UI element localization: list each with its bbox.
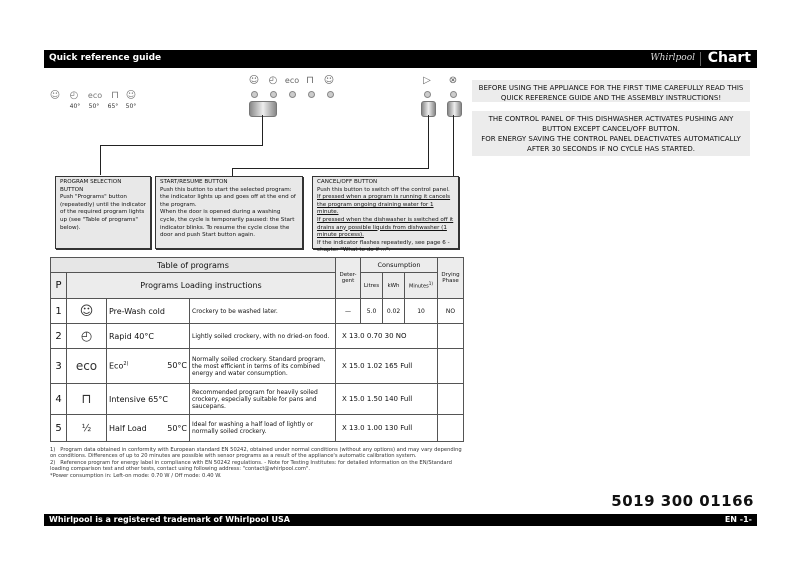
program-name-cell <box>107 415 190 442</box>
program-number: 2 <box>51 324 67 349</box>
led-indicator <box>289 91 296 98</box>
temp-label: 40° <box>69 103 81 110</box>
program-selection-button[interactable] <box>249 101 277 117</box>
minutes-label: Minutes <box>409 283 429 290</box>
box-text: Push "Programs" button (repeatedly) until the indicator of the required program lights up (see "Table of programs" below). <box>60 194 146 231</box>
program-name: Intensive 65°C <box>107 384 190 415</box>
drying-value <box>438 384 464 415</box>
temp-label: 65° <box>107 103 119 110</box>
cancel-off-box <box>312 176 459 254</box>
drying-value <box>438 324 464 349</box>
program-name-cell <box>107 349 190 384</box>
minutes-value: 10 <box>405 299 438 324</box>
footnote-ref: 2) <box>123 361 129 368</box>
connector-line <box>453 115 454 176</box>
halfload-icon: ☺ <box>323 75 335 86</box>
led-indicator <box>450 91 457 98</box>
footnote-text: Reference program for energy label in compliance with EN 50242 regulations. - Note for Testing Institutes: for detailed information on the EN/Standard loading comparison test and other tests, contact using following address: "contact@whirlpool.com". <box>50 459 452 473</box>
connector-line <box>232 168 233 176</box>
minutes-header <box>405 273 438 299</box>
program-number: 3 <box>51 349 67 384</box>
table-title: Table of programs <box>51 258 336 273</box>
header-divider <box>700 52 701 66</box>
program-number: 1 <box>51 299 67 324</box>
box-title: START/RESUME BUTTON <box>160 179 228 185</box>
footnote-text: Program data obtained in conformity with European standard EN 50242, obtained under normal conditions (without any options) and may vary depending on conditions. Differences of up to 20 minutes are possible with sensor programs as a result of the appliance's automatic calibration system. <box>50 447 462 460</box>
pot-icon: ⊓ <box>111 90 119 101</box>
box-text: If pressed when a program is running it cancels the program ongoing draining water for 1 minute. <box>317 194 451 216</box>
kwh-value: 0.02 <box>383 299 405 324</box>
program-instructions: Lightly soiled crockery, with no dried-on food. <box>190 324 336 349</box>
drying-value <box>438 349 464 384</box>
detergent-value: — <box>336 299 361 324</box>
rapid-icon: ◴ <box>69 90 79 101</box>
box-text: When the door is opened during a washing cycle, the cycle is temporarily paused: the Start indicator blinks. To resume the cycle close the door and push Start button again. <box>160 209 295 239</box>
table-row <box>51 415 464 442</box>
table-row <box>51 299 464 324</box>
connector-line <box>428 115 429 168</box>
drying-value: NO <box>438 299 464 324</box>
program-name: Pre-Wash cold <box>107 299 190 324</box>
trademark-text: Whirlpool is a registered trademark of Whirlpool USA <box>49 515 290 524</box>
merged-values: X 15.0 1.02 165 Full <box>336 349 438 384</box>
prewash-icon: ☺ <box>248 75 260 86</box>
merged-values: X 15.0 1.50 140 Full <box>336 384 438 415</box>
footnote-2 <box>50 460 465 473</box>
program-instructions: Ideal for washing a half load of lightly or normally soiled crockery. <box>190 415 336 442</box>
program-selection-box <box>55 176 151 249</box>
box-text: If pressed when the dishwasher is switched off it drains any possible liquids from dishwasher (1 minute process). <box>317 216 454 239</box>
program-instructions: Crockery to be washed later. <box>190 299 336 324</box>
programs-header: Programs Loading instructions <box>67 273 336 299</box>
whirlpool-logo: Whirlpool <box>650 53 695 63</box>
program-instructions: Normally soiled crockery. Standard program, the most efficient in terms of its combined energy and water consumption. <box>190 349 336 384</box>
merged-values: X 13.0 1.00 130 Full <box>336 415 438 442</box>
energy-saving-text: FOR ENERGY SAVING THE CONTROL PANEL DEACTIVATES AUTOMATICALLY AFTER 30 SECONDS IF NO CYCLE HAS STARTED. <box>481 135 741 153</box>
program-instructions: Recommended program for heavily soiled crockery, especially suitable for pans and saucepans. <box>190 384 336 415</box>
box-text: Push this button to start the selected program: the indicator lights up and goes off at the end of the program. <box>160 186 296 208</box>
part-number: 5019 300 01166 <box>611 492 754 510</box>
eco-icon: eco <box>67 349 107 384</box>
connector-line <box>100 145 263 146</box>
consumption-header: Consumption <box>361 258 438 273</box>
table-row <box>51 349 464 384</box>
kwh-header: kWh <box>383 273 405 299</box>
connector-line <box>100 145 101 175</box>
start-icon: ▷ <box>423 75 431 86</box>
header-title: Quick reference guide <box>49 53 162 63</box>
first-use-text: BEFORE USING THE APPLIANCE FOR THE FIRST TIME CAREFULLY READ THIS QUICK REFERENCE GUIDE AND THE ASSEMBLY INSTRUCTIONS! <box>478 84 744 102</box>
halfload-icon: ½ <box>67 415 107 442</box>
first-use-notice <box>472 80 750 102</box>
pot-icon: ⊓ <box>306 75 314 86</box>
control-panel-notice <box>472 111 750 156</box>
control-panel-text: THE CONTROL PANEL OF THIS DISHWASHER ACTIVATES PUSHING ANY BUTTON EXCEPT CANCEL/OFF BUTTON. <box>488 115 734 133</box>
connector-line <box>262 115 263 145</box>
box-text: Push this button to switch off the control panel. <box>317 186 450 193</box>
eco-icon: eco <box>87 91 103 100</box>
led-indicator <box>308 91 315 98</box>
box-title: PROGRAM SELECTION BUTTON <box>60 179 122 193</box>
eco-icon: eco <box>284 76 300 85</box>
temp-label: 50° <box>88 103 100 110</box>
litres-value: 5.0 <box>361 299 383 324</box>
footnote-mark: 1) <box>50 447 56 453</box>
program-number: 4 <box>51 384 67 415</box>
footnote-1 <box>50 447 465 460</box>
program-temp: 50°C <box>167 423 187 433</box>
box-title: CANCEL/OFF BUTTON <box>317 179 378 185</box>
program-name: Rapid 40°C <box>107 324 190 349</box>
section-title: Chart <box>707 50 751 66</box>
merged-values: X 13.0 0.70 30 NO <box>336 324 438 349</box>
header-bar <box>44 50 757 68</box>
detergent-header: Deter-gent <box>336 258 361 299</box>
led-indicator <box>424 91 431 98</box>
footnote-ref: 1) <box>428 281 433 287</box>
cancel-off-button[interactable] <box>447 101 462 117</box>
program-name: Eco <box>109 361 124 371</box>
prewash-icon: ☺ <box>67 299 107 324</box>
start-resume-box <box>155 176 303 249</box>
box-text: If the indicator flashes repeatedly, see page 6 - chapter "What to do if ...". <box>317 239 450 254</box>
rapid-icon: ◴ <box>67 324 107 349</box>
led-indicator <box>327 91 334 98</box>
page-number: EN -1- <box>724 515 752 524</box>
p-header: P <box>51 273 67 299</box>
footnote-mark: 2) <box>50 459 56 466</box>
table-row <box>51 384 464 415</box>
halfload-icon: ☺ <box>125 90 137 101</box>
footer-bar <box>44 514 757 526</box>
prewash-icon: ☺ <box>49 90 61 101</box>
temp-label: 50° <box>125 103 137 110</box>
drying-value <box>438 415 464 442</box>
program-name: Half Load <box>109 423 147 433</box>
rapid-icon: ◴ <box>268 75 278 86</box>
led-indicator <box>270 91 277 98</box>
program-temp: 50°C <box>167 361 187 371</box>
litres-header: Litres <box>361 273 383 299</box>
power-consumption-note: *Power consumption in: Left-on mode: 0.70 W / Off mode: 0.40 W. <box>50 472 222 479</box>
drying-header: Drying Phase <box>438 258 464 299</box>
table-row <box>51 324 464 349</box>
footnotes <box>50 447 465 479</box>
program-number: 5 <box>51 415 67 442</box>
pot-icon: ⊓ <box>67 384 107 415</box>
led-indicator <box>251 91 258 98</box>
programs-table <box>50 257 464 442</box>
cancel-icon: ⊗ <box>448 75 458 86</box>
connector-line <box>232 168 429 169</box>
